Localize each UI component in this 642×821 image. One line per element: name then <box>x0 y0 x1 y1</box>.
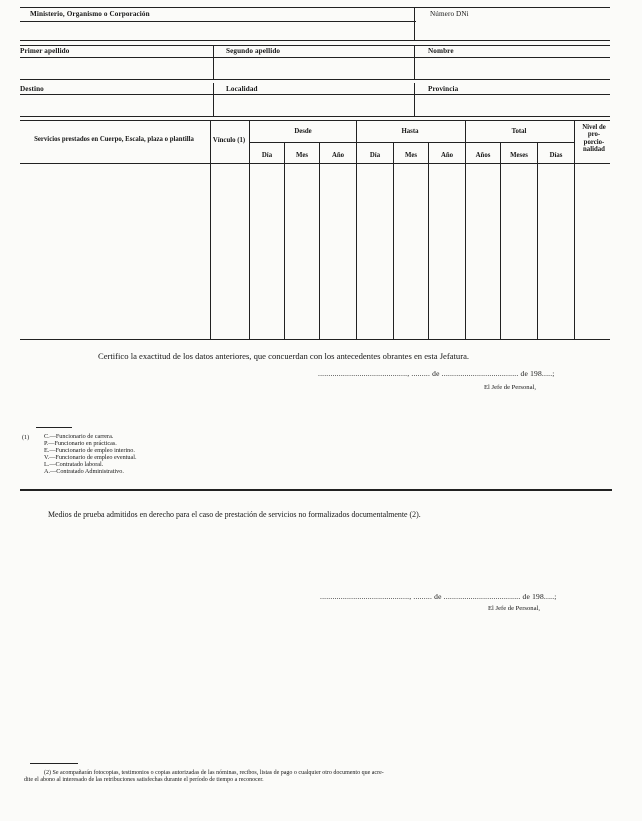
footnote1-mark: (1) <box>22 434 30 441</box>
nombre-label: Nombre <box>428 47 454 55</box>
mes-hasta: Mes <box>404 152 418 159</box>
certifico-jefe: El Jefe de Personal, <box>484 384 536 391</box>
servicios-header: Servicios prestados en Cuerpo, Escala, plaza o plantilla <box>34 136 194 143</box>
footnote2-line2: dite el abono al interesado de las retribuciones satisfechas durante el período de tiempo a reconocer. <box>24 777 264 783</box>
ano-hasta: Año <box>440 152 454 159</box>
certifico-date-line: ..........................................., ......... de ..................................... de 198.....; <box>318 369 555 378</box>
dia-hasta: Día <box>369 152 381 159</box>
footnote2-line1: (2) Se acompañarán fotocopias, testimonios o copias autorizadas de las nóminas, recibos, listas de pago o cualquier otro documento que acre- <box>44 770 384 776</box>
ano-desde: Año <box>331 152 345 159</box>
vinculo-header: Vínculo (1) <box>212 137 246 144</box>
footnote1-item: V.—Funcionario de empleo eventual. <box>44 454 137 461</box>
footnote1-item: P.—Funcionario en prácticas. <box>44 440 117 447</box>
footnote1-item: A.—Contratado Administrativo. <box>44 468 124 475</box>
ministerio-label: Ministerio, Organismo o Corporación <box>30 10 150 18</box>
footnote1-item: L.—Contratado laboral. <box>44 461 104 468</box>
certifico-text: Certifico la exactitud de los datos anteriores, que concuerdan con los antecedentes obrantes en esta Jefatura. <box>98 351 470 361</box>
dia-desde: Día <box>261 152 273 159</box>
destino-label: Destino <box>20 85 44 93</box>
desde-header: Desde <box>294 128 312 135</box>
segundo-apellido-label: Segundo apellido <box>226 47 281 55</box>
footnote1-item: E.—Funcionario de empleo interino. <box>44 447 135 454</box>
total-header: Total <box>511 128 527 135</box>
localidad-label: Localidad <box>226 85 258 93</box>
provincia-label: Provincia <box>428 85 459 93</box>
nivel-header: Nivel de pro- porcio- nalidad <box>582 124 606 154</box>
hasta-header: Hasta <box>401 128 419 135</box>
mes-desde: Mes <box>295 152 309 159</box>
medios-date-line: ..........................................., ......... de ..................................... de 198.....; <box>320 592 557 601</box>
primer-apellido-label: Primer apellido <box>20 47 70 55</box>
dni-label: Número DNi <box>430 10 469 18</box>
anos-total: Años <box>475 152 491 159</box>
medios-jefe: El Jefe de Personal, <box>488 605 540 612</box>
dias-total: Días <box>549 152 563 159</box>
footnote1-item: C.—Funcionario de carrera. <box>44 433 114 440</box>
meses-total: Meses <box>510 152 528 159</box>
medios-text: Medios de prueba admitidos en derecho para el caso de prestación de servicios no formalizados documentalmente (2). <box>48 510 421 519</box>
